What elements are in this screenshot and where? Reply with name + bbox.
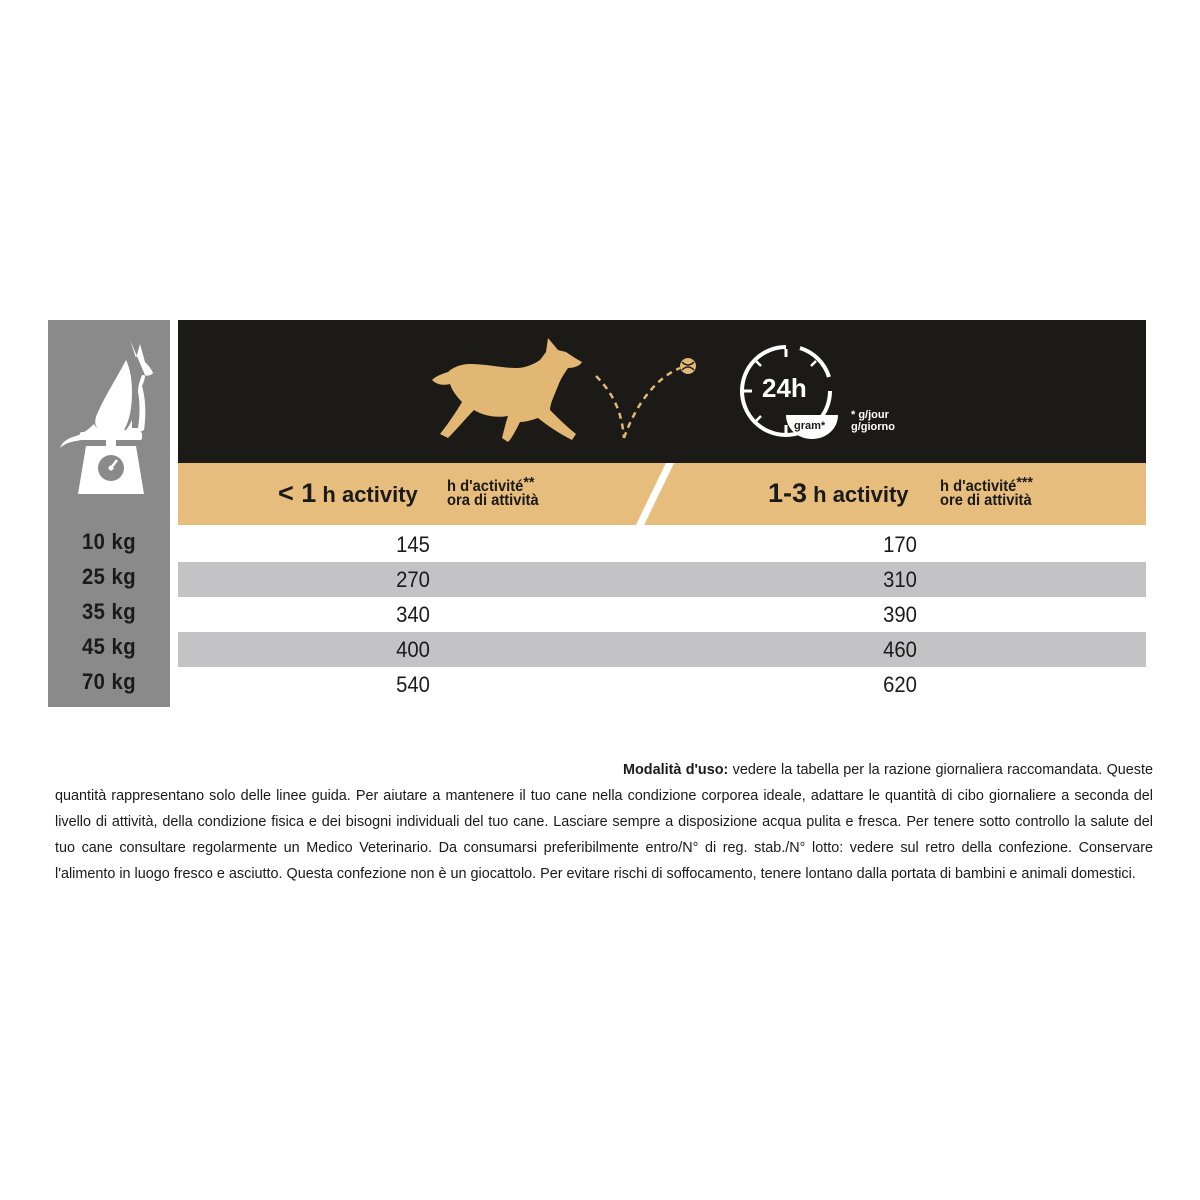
table-row bbox=[178, 527, 1146, 562]
column-subtitle-it: ora di attività bbox=[447, 492, 539, 509]
portion-high: 390 bbox=[883, 602, 917, 627]
column-subtitle-it: ore di attività bbox=[940, 492, 1032, 509]
24h-clock-with-bowl-icon bbox=[738, 343, 842, 443]
portion-low: 270 bbox=[396, 567, 430, 592]
column-title-suffix: h activity bbox=[316, 482, 418, 507]
unit-legend bbox=[851, 409, 895, 433]
weight-label: 35 kg bbox=[81, 599, 137, 624]
column-title-prefix: 1-3 bbox=[768, 478, 808, 508]
weight-label: 45 kg bbox=[81, 634, 137, 659]
footnote-marks: *** bbox=[1016, 474, 1033, 491]
notes-text: vedere la tabella per la razione giornaliera raccomandata. Queste quantità rappresentano solo delle linee guida. Per aiutare a mantenere il tuo cane nella condizione corporea ideale, adattare le quantità di cibo giornaliere a seconda del livello di attività, della condizione fisica e dei bisogni individuali del tuo cane. Lasciare sempre a disposizione acqua pulita e fresca. Per tenere sotto controllo la salute del tuo cane consultare regolarmente un Medico Veterinario. Da consumarsi preferibilmente entro/N° di reg. stab./N° lotto: vedere sul retro della confezione. Conservare l'alimento in luogo fresco e asciutto. Questa confezione non è un giocattolo. Per evitare rischi di soffocamento, tenere lontano dalla portata di bambini e animali domestici. bbox=[55, 762, 1154, 882]
weight-label: 70 kg bbox=[81, 669, 137, 694]
portion-high: 310 bbox=[883, 567, 917, 592]
unit-legend-line: g/giorno bbox=[851, 421, 895, 433]
column-title-high bbox=[768, 478, 909, 509]
portion-high: 170 bbox=[883, 532, 917, 557]
footnote-marks: ** bbox=[523, 474, 535, 491]
running-dog-with-ball-icon bbox=[426, 334, 716, 446]
column-title-prefix: < 1 bbox=[278, 478, 317, 508]
clock-label: 24h bbox=[762, 373, 807, 403]
usage-notes bbox=[55, 757, 1153, 887]
column-subtitle-fr: h d'activité bbox=[447, 478, 524, 495]
portion-low: 540 bbox=[396, 672, 430, 697]
unit-legend-line: * g/jour bbox=[851, 409, 889, 421]
portion-low: 145 bbox=[396, 532, 430, 557]
table-row bbox=[178, 597, 1146, 632]
portion-low: 400 bbox=[396, 637, 430, 662]
table-row bbox=[178, 667, 1146, 702]
column-subtitle-low bbox=[447, 476, 539, 508]
table-row bbox=[178, 632, 1146, 667]
feeding-table bbox=[48, 320, 1146, 707]
weight-column bbox=[48, 320, 170, 707]
portion-low: 340 bbox=[396, 602, 430, 627]
column-subtitle-high bbox=[940, 476, 1033, 508]
column-title-low bbox=[278, 478, 418, 509]
notes-label: Modalità d'uso: bbox=[623, 762, 729, 778]
column-subtitle-fr: h d'activité bbox=[940, 478, 1017, 495]
column-title-suffix: h activity bbox=[807, 482, 909, 507]
portion-high: 460 bbox=[883, 637, 917, 662]
activity-band bbox=[178, 463, 1146, 525]
portion-high: 620 bbox=[883, 672, 917, 697]
header-band bbox=[178, 320, 1146, 463]
table-row bbox=[178, 562, 1146, 597]
weight-label: 25 kg bbox=[81, 564, 137, 589]
bowl-label: gram* bbox=[794, 420, 826, 432]
weight-label: 10 kg bbox=[81, 529, 137, 554]
dog-on-scale-icon bbox=[48, 320, 170, 520]
